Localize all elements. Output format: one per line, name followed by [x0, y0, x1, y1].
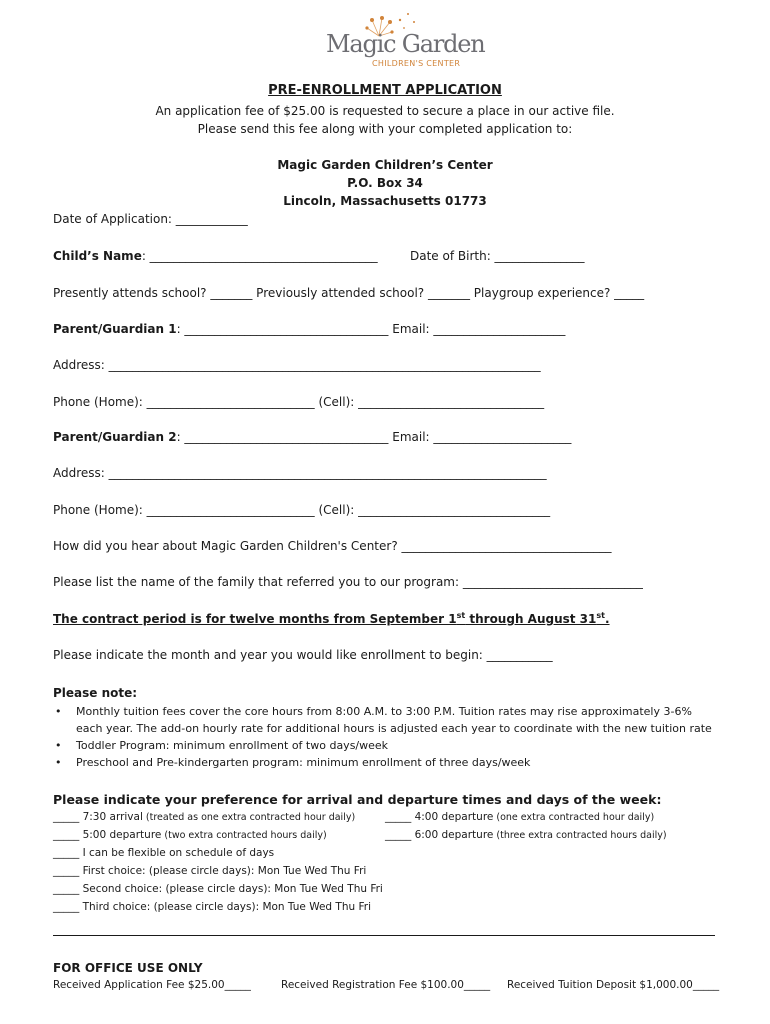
list-item: • Toddler Program: minimum enrollment of two days/week: [53, 737, 713, 754]
mailing-address-city: Lincoln, Massachusetts 01773: [283, 194, 487, 208]
phone1-field[interactable]: Phone (Home): ____________________________ (Cell): _______________________________: [53, 395, 545, 409]
parent1-blank[interactable]: : __________________________________ Email: ______________________: [176, 322, 566, 336]
divider: [53, 935, 715, 936]
pref-400-departure[interactable]: _____ 4:00 departure (one extra contracted hour daily): [385, 811, 655, 823]
parent1-label: Parent/Guardian 1: [53, 322, 177, 336]
child-name-field[interactable]: [53, 249, 378, 263]
child-name-blank[interactable]: : ______________________________________: [141, 249, 378, 263]
school-experience-row[interactable]: Presently attends school? _______ Previously attended school? _______ Playgroup experience? _____: [53, 286, 645, 300]
pref-second-choice[interactable]: _____ Second choice: (please circle days): Mon Tue Wed Thu Fri: [53, 883, 383, 895]
pref-600-departure[interactable]: _____ 6:00 departure (three extra contracted hours daily): [385, 829, 667, 841]
referral-field[interactable]: Please list the name of the family that referred you to our program: ______________________________: [53, 575, 643, 589]
date-of-application-field[interactable]: Date of Application: ____________: [53, 212, 248, 226]
address2-field[interactable]: Address: _________________________________________________________________________: [53, 466, 547, 480]
magic-garden-logo: [322, 8, 485, 74]
parent1-field[interactable]: [53, 322, 565, 336]
parent2-blank[interactable]: : __________________________________ Email: _______________________: [176, 430, 572, 444]
enrollment-begin-field[interactable]: Please indicate the month and year you would like enrollment to begin: ___________: [53, 648, 553, 662]
parent2-field[interactable]: [53, 430, 571, 444]
notes-list: [53, 703, 713, 771]
received-registration-fee[interactable]: Received Registration Fee $100.00_____: [281, 979, 491, 991]
pref-third-choice[interactable]: _____ Third choice: (please circle days): Mon Tue Wed Thu Fri: [53, 901, 371, 913]
intro-line-1: An application fee of $25.00 is requested to secure a place in our active file.: [155, 104, 615, 118]
received-tuition-deposit[interactable]: Received Tuition Deposit $1,000.00_____: [507, 979, 720, 991]
heard-about-field[interactable]: How did you hear about Magic Garden Children's Center? ___________________________________: [53, 539, 612, 553]
received-application-fee[interactable]: Received Application Fee $25.00_____: [53, 979, 251, 991]
pref-first-choice[interactable]: _____ First choice: (please circle days): Mon Tue Wed Thu Fri: [53, 865, 367, 877]
child-name-label: Child’s Name: [53, 249, 142, 263]
logo-subtitle: CHILDREN'S CENTER: [372, 59, 461, 68]
contract-period-statement: The contract period is for twelve months from September 1st through August 31st.: [53, 611, 610, 626]
office-use-heading: FOR OFFICE USE ONLY: [53, 961, 203, 975]
list-item: • Monthly tuition fees cover the core hours from 8:00 A.M. to 3:00 P.M. Tuition rates may rise approximately 3-6% each year. The add-on hourly rate for additional hours is adjusted each year to coordinate with the new tuition rate: [53, 703, 713, 737]
logo-wordmark: Magic Garden: [326, 30, 485, 58]
pref-500-departure[interactable]: _____ 5:00 departure (two extra contracted hours daily): [53, 829, 327, 841]
list-item: • Preschool and Pre-kindergarten program: minimum enrollment of three days/week: [53, 754, 713, 771]
note-heading: Please note:: [53, 686, 138, 700]
pref-flexible[interactable]: _____ I can be flexible on schedule of days: [53, 847, 275, 859]
pref-730-arrival[interactable]: _____ 7:30 arrival (treated as one extra contracted hour daily): [53, 811, 356, 823]
parent2-label: Parent/Guardian 2: [53, 430, 177, 444]
mailing-address-box: P.O. Box 34: [347, 176, 423, 190]
preference-heading: Please indicate your preference for arrival and departure times and days of the week:: [53, 792, 662, 807]
address1-field[interactable]: Address: ________________________________________________________________________: [53, 358, 541, 372]
date-of-birth-field[interactable]: Date of Birth: _______________: [410, 249, 585, 263]
mailing-address-name: Magic Garden Children’s Center: [277, 158, 493, 172]
phone2-field[interactable]: Phone (Home): ____________________________ (Cell): ________________________________: [53, 503, 551, 517]
page-title: PRE-ENROLLMENT APPLICATION: [268, 83, 502, 98]
intro-line-2: Please send this fee along with your completed application to:: [197, 122, 573, 136]
